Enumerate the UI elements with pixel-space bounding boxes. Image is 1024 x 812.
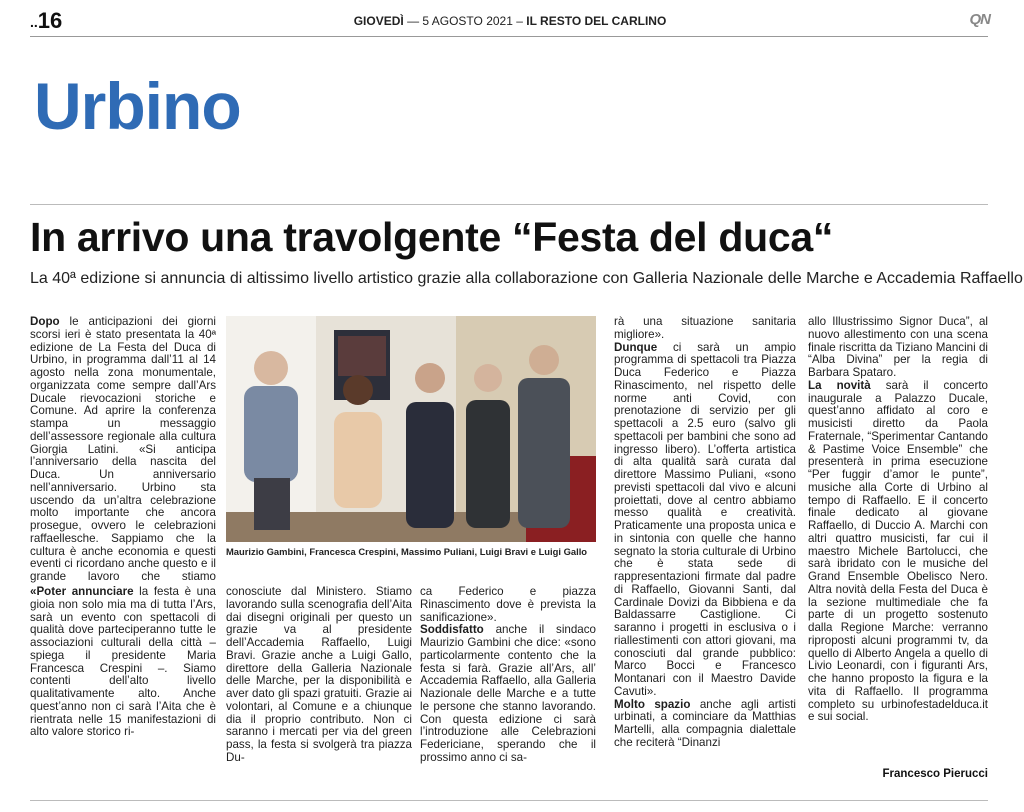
header-divider [30, 36, 988, 37]
date-sep-2: – [516, 14, 527, 28]
weekday: GIOVEDÌ [353, 14, 404, 28]
col3-text: ca Federico e piazza Rinascimento dove è prevista la sanificazione». [420, 586, 596, 624]
column-3 [420, 586, 596, 778]
section-title: Urbino [34, 69, 241, 143]
col4-text-3: anche agli artisti urbinati, a cominciare da Matthias Martelli, alla compagnia dialettale che reciterà “Dinanzi [614, 697, 796, 749]
footer-divider [30, 800, 988, 801]
col5-text: allo Illustrissimo Signor Duca”, al nuovo allestimento con una scena finale riscritta da Tiziano Mancini di “Alba Divina” per la regia di Barbara Spataro. [808, 316, 988, 379]
subheadline: La 40ª edizione si annuncia di altissimo livello artistico grazie alla collaborazione con Galleria Nazionale delle Marche e Accademia Raffaello [30, 270, 1023, 287]
lead-word: Dunque [614, 340, 658, 354]
column-5 [808, 316, 988, 766]
lead-word: Molto spazio [614, 697, 691, 711]
photo-caption: Maurizio Gambini, Francesca Crespini, Massimo Puliani, Luigi Bravi e Luigi Gallo [226, 546, 588, 557]
newspaper-name: IL RESTO DEL CARLINO [526, 14, 667, 28]
column-2 [226, 586, 412, 778]
photo-illustration [226, 316, 596, 542]
date-sep: — [407, 14, 423, 28]
date: 5 AGOSTO 2021 [422, 14, 513, 28]
page-number-value: 16 [37, 8, 63, 33]
issue-date [30, 14, 990, 31]
qn-logo: QN [969, 11, 990, 28]
lead-word: La novità [808, 378, 871, 392]
col4-text: rà una situazione sanitaria migliore». [614, 316, 796, 341]
col4-text-2: ci sarà un ampio programma di spettacoli tra Piazza Duca Federico e Piazza Rinascimento, nel rispetto delle norme anti Covid, con prenotazione di servizio per gli spettacoli a 2.5 euro (salvo gli spettacoli per bambini che sono ad ingresso libero). L’offerta artistica di alta qualità sarà curata dal direttore Massimo Puliani, «sono previsti spettacoli dal vivo e alcuni proiettati, dove al centro abbiamo messo qualità e creatività. Praticamente una proposta unica e in sintonia con quelle che hanno segnato la storia culturale di Urbino che è stata sede di rappresentazioni firmate dal padre di Raffaello, Giovanni Santi, dal Cardinale Dovizi da Bibbiena e da Baldassarre Castiglione. Ci saranno i progetti in esclusiva o i riallestimenti con attori giovani, ma conosciuti dal grande pubblico: Marco Bocci e Francesco Montanari con il Maestro Davide Cavuti». [614, 340, 796, 698]
lead-word: Soddisfatto [420, 623, 484, 637]
col1-bottom-text: la festa è una gioia non solo mia ma di tutta l’Ars, sarà un evento con spettacoli di qualità dove parteciperanno tutte le associazioni culturali della città – spiega il presidente Maria Francesca Crespini –. Siamo contenti dell’alto livello qualitativamente alto. Anche quest’anno non ci sarà l’Aita che è rientrata nelle 15 manifestazioni di alto valore storico ri- [30, 586, 216, 739]
column-1-bottom [30, 586, 216, 778]
page-dots: .. [30, 14, 38, 31]
col2-text: conosciute dal Ministero. Stiamo lavorando sulla scenografia dell’Aita dai disegni originali per questo un grazie va al presidente dell’Accademia Raffaello, Luigi Bravi. Grazie anche a Luigi Gallo, direttore della Galleria Nazionale delle Marche, per la disponibilità e aver dato gli spazi gratuiti. Grazie ai volontari, al Comune e a chiunque dia il proprio contributo. Non ci saranno i mercati per via del green pass, la festa si svolgerà tra piazza Du- [226, 586, 412, 764]
col5-text-2: sarà il concerto inaugurale a Palazzo Ducale, quest’anno affidato al coro e musicisti diretto da Paola Fraternale, “Sperimentar Cantando & Pastime Voice Ensemble” che presenterà in prima esecuzione “Per fuggir d’amor le punte”, musiche alla Corte di Urbino al tempo di Raffaello. E il concerto finale dedicato al giovane Raffaello, di Duccio A. Marchi con altri quattro musicisti, far cui il maestro Michele Bartolucci, che sarà ibridato con le musiche del Grand Ensemble Obelisco Nero. Altra novità della Festa del Duca è la sezione multimediale che fa parte di un progetto sostenuto dalla Regione Marche: verranno riproposti alcuni programmi tv, da quello di Alberto Angela a quello di Livio Leonardi, con i figuranti Ars, che hanno proposto la figura e la vita di Raffaello. Il programma completo su urbinofestadelduca.it e sui social. [808, 378, 988, 724]
lead-word: Dopo [30, 316, 60, 328]
col1-top-text: le anticipazioni dei giorni scorsi ieri è stato presentata la 40ª edizione de La Festa del Duca di Urbino, in programma dall’11 al 14 agosto nella zona monumentale, organizzata come sempre dall’Ars Ducale rievocazioni storiche e Comune. Ad aprire la conferenza stampa un messaggio dell’assessore regionale alla cultura Giorgia Latini. «Si anticipa l’anniversario della nascita del Duca. Un anniversario nell’anniversario. Urbino sta uscendo da un’altra celebrazione molto importante che ancora prosegue, ovvero le celebrazioni raffaellesche. Sappiamo che la cultura è anche economia e questi eventi ci ricordano anche questo e il grande lavoro che stiamo [30, 316, 216, 583]
title-divider [30, 204, 988, 205]
col3-text-2: anche il sindaco Maurizio Gambini che dice: «sono particolarmente contento che la festa si farà. Grazie all’Ars, all’ Accademia Raffaello, alla Galleria Nazionale delle Marche e a tutte le persone che stanno lavorando. Con questa edizione ci sarà l’introduzione alle Celebrazioni Federiciane, sperando che il prossimo anno ci sa- [420, 623, 596, 764]
lead-word: «Poter annunciare [30, 586, 134, 598]
byline: Francesco Pierucci [882, 768, 988, 780]
event-photo [226, 316, 596, 542]
column-1-top [30, 316, 216, 584]
headline: In arrivo una travolgente “Festa del duca“ [30, 214, 834, 260]
column-4 [614, 316, 796, 780]
page-header [30, 8, 990, 32]
